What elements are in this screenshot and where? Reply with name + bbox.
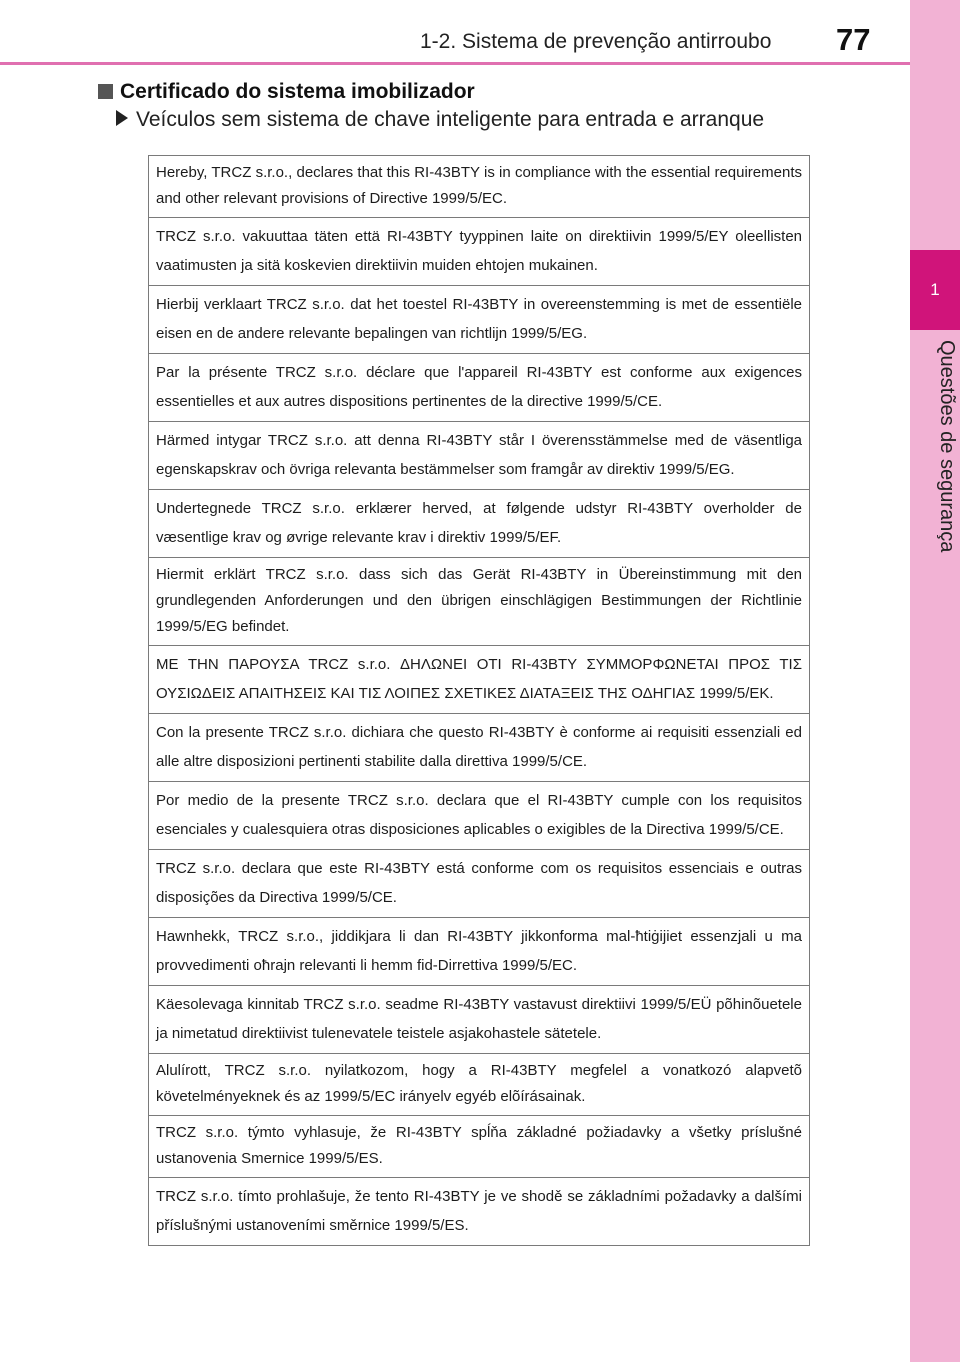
declaration-estonian: Käesolevaga kinnitab TRCZ s.r.o. seadme RI-43BTY vastavust direktiivi 1999/5/EÜ põhinõuetele ja nimetatud direktiivist tulenevatele teistele asjakohastele sätetele. [149, 986, 810, 1054]
table-row [149, 850, 810, 918]
table-row [149, 422, 810, 490]
declaration-french: Par la présente TRCZ s.r.o. déclare que l'appareil RI-43BTY est conforme aux exigences essentielles et aux autres dispositions pertinentes de la directive 1999/5/CE. [149, 354, 810, 422]
table-row [149, 1054, 810, 1116]
declaration-finnish: TRCZ s.r.o. vakuuttaa täten että RI-43BTY tyyppinen laite on direktiivin 1999/5/EY oleellisten vaatimusten ja sitä koskevien direktiivin muiden ehtojen mukainen. [149, 218, 810, 286]
sub-heading [116, 108, 764, 132]
declaration-italian: Con la presente TRCZ s.r.o. dichiara che questo RI-43BTY è conforme ai requisiti essenziali ed alle altre disposizioni pertinenti stabilite dalla direttiva 1999/5/CE. [149, 714, 810, 782]
declaration-english: Hereby, TRCZ s.r.o., declares that this RI-43BTY is in compliance with the essential requirements and other relevant provisions of Directive 1999/5/EC. [149, 156, 810, 218]
section-heading-text: Certificado do sistema imobilizador [120, 80, 475, 103]
section-heading [98, 80, 475, 104]
declaration-danish: Undertegnede TRCZ s.r.o. erklærer herved, at følgende udstyr RI-43BTY overholder de væsentlige krav og øvrige relevante krav i direktiv 1999/5/EF. [149, 490, 810, 558]
table-row [149, 218, 810, 286]
triangle-bullet-icon [116, 110, 128, 126]
table-row [149, 714, 810, 782]
table-row [149, 646, 810, 714]
declaration-greek: ΜΕ ΤΗΝ ΠΑΡΟΥΣΑ TRCZ s.r.o. ΔΗΛΩΝΕΙ ΟΤΙ RI-43BTY ΣΥΜΜΟΡΦΩΝΕΤΑΙ ΠΡΟΣ ΤΙΣ ΟΥΣΙΩΔΕΙΣ ΑΠΑΙΤΗΣΕΙΣ ΚΑΙ ΤΙΣ ΛΟΙΠΕΣ ΣΧΕΤΙΚΕΣ ΔΙΑΤΑΞΕΙΣ ΤΗΣ ΟΔΗΓΙΑΣ 1999/5/ΕΚ. [149, 646, 810, 714]
declaration-german: Hiermit erklärt TRCZ s.r.o. dass sich das Gerät RI-43BTY in Übereinstimmung mit den grundlegenden Anforderungen und den übrigen einschlägigen Bestimmungen der Richtlinie 1999/5/EG befindet. [149, 558, 810, 646]
declaration-swedish: Härmed intygar TRCZ s.r.o. att denna RI-43BTY står I överensstämmelse med de väsentliga egenskapskrav och övriga relevanta bestämmelser som framgår av direktiv 1999/5/EG. [149, 422, 810, 490]
square-bullet-icon [98, 84, 113, 99]
declaration-maltese: Hawnhekk, TRCZ s.r.o., jiddikjara li dan RI-43BTY jikkonforma mal-ħtiġijiet essenzjali u ma provvedimenti oħrajn relevanti li hemm fid-Dirrettiva 1999/5/EC. [149, 918, 810, 986]
declaration-dutch: Hierbij verklaart TRCZ s.r.o. dat het toestel RI-43BTY in overeenstemming is met de essentiële eisen en de andere relevante bepalingen van richtlijn 1999/5/EG. [149, 286, 810, 354]
table-row [149, 1116, 810, 1178]
page-number: 77 [836, 22, 871, 57]
declaration-hungarian: Alulírott, TRCZ s.r.o. nyilatkozom, hogy a RI-43BTY megfelel a vonatkozó alapvetõ követelményeknek és az 1999/5/EC irányelv egyéb elõírásainak. [149, 1054, 810, 1116]
chapter-label: Questões de segurança [936, 340, 958, 553]
declarations-table [148, 155, 810, 1246]
table-row [149, 782, 810, 850]
table-row [149, 490, 810, 558]
header-divider [0, 62, 910, 65]
table-row [149, 156, 810, 218]
side-thumb-tab [910, 0, 960, 1362]
table-row [149, 918, 810, 986]
declaration-spanish: Por medio de la presente TRCZ s.r.o. declara que el RI-43BTY cumple con los requisitos esenciales y cualesquiera otras disposiciones aplicables o exigibles de la Directiva 1999/5/CE. [149, 782, 810, 850]
declaration-slovak: TRCZ s.r.o. týmto vyhlasuje, že RI-43BTY spĺňa základné požiadavky a všetky príslušné ustanovenia Smernice 1999/5/ES. [149, 1116, 810, 1178]
sub-heading-text: Veículos sem sistema de chave inteligente para entrada e arranque [136, 108, 765, 131]
declaration-czech: TRCZ s.r.o. tímto prohlašuje, že tento RI-43BTY je ve shodě se základními požadavky a dalšími příslušnými ustanoveními směrnice 1999/5/ES. [149, 1178, 810, 1246]
running-header-title: 1-2. Sistema de prevenção antirroubo [420, 30, 772, 53]
table-row [149, 986, 810, 1054]
chapter-badge: 1 [910, 250, 960, 330]
table-row [149, 286, 810, 354]
declaration-portuguese: TRCZ s.r.o. declara que este RI-43BTY está conforme com os requisitos essenciais e outras disposições da Directiva 1999/5/CE. [149, 850, 810, 918]
table-row [149, 354, 810, 422]
table-row [149, 1178, 810, 1246]
table-row [149, 558, 810, 646]
